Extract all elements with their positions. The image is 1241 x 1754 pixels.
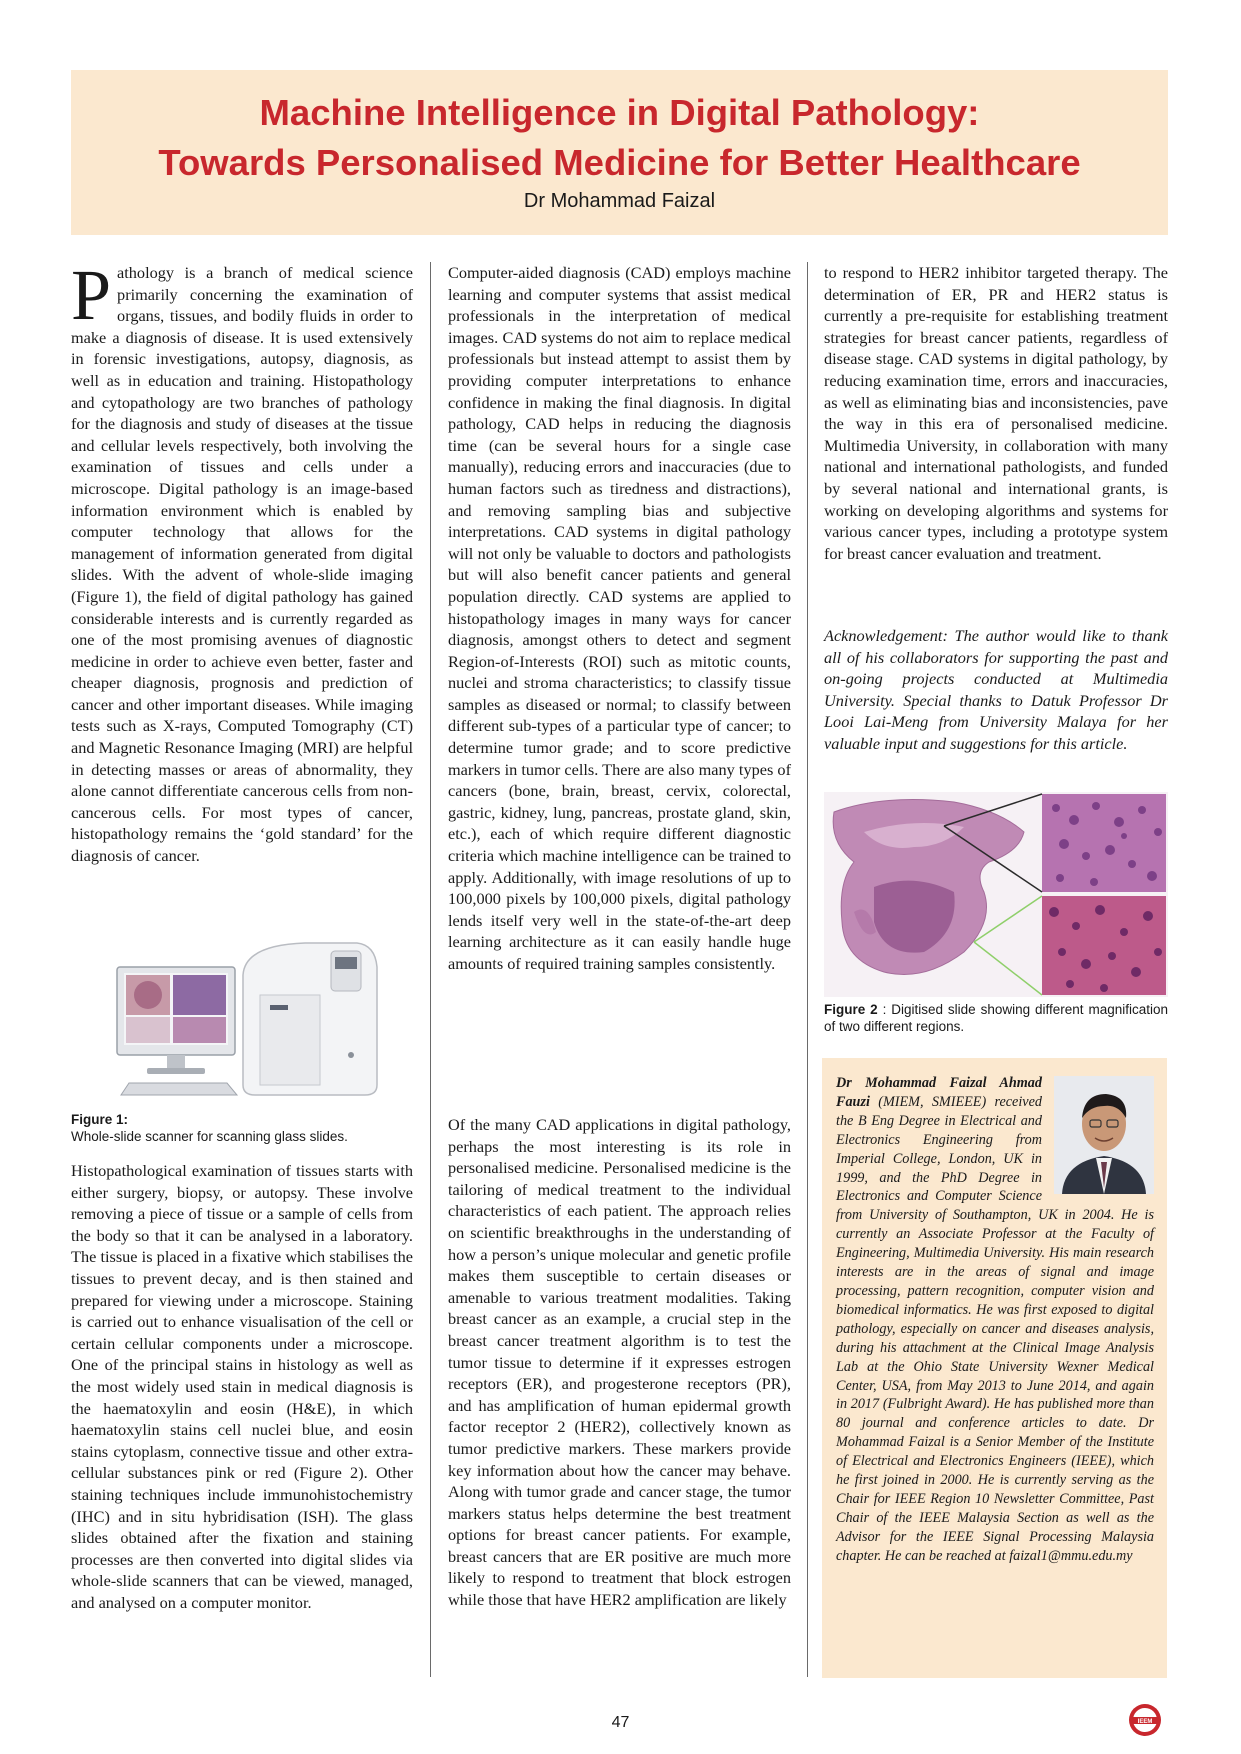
column-2-cad <box>448 262 791 975</box>
title-line-2: Towards Personalised Medicine for Better Healthcare <box>158 142 1081 183</box>
acknowledgement: Acknowledgement: The author would like to thank all of his collaborators for supporting the past and on-going projects conducted at Multimedia University. Special thanks to Datuk Professor Dr Looi Lai-Meng from University Malaya for her valuable input and suggestions for this article. <box>824 626 1168 753</box>
cad-paragraph: Computer-aided diagnosis (CAD) employs machine learning and computer systems that assist medical professionals in the interpretation of medical images. CAD systems do not aim to replace medical professionals but instead attempt to assist them by providing computer interpretations to enhance confidence in making the final diagnosis. In digital pathology, CAD helps in reducing the diagnosis time (can be several hours for a single case manually), reducing errors and inaccuracies (due to human factors such as tiredness and distractions), and removing sampling bias and subjective interpretations. CAD systems in digital pathology will not only be valuable to doctors and pathologists but will also benefit cancer patients and general population directly. CAD systems are applied to histopathology images in many ways for cancer diagnosis, amongst others to detect and segment Region-of-Interests (ROI) such as mitotic counts, nuclei and stroma characteristics; to classify tissue samples as diseased or normal; to classify between different sub-types of a particular type of cancer; to determine tumor grade; and to score predictive markers in tumor cells. There are also many types of cancers (bone, brain, breast, cervix, colorectal, gastric, kidney, lung, pancreas, prostate gland, skin, etc.), each of which require different diagnostic criteria which machine intelligence can be trained to apply. Additionally, with image resolutions of up to 100,000 pixels by 100,000 pixels, digital pathology lends itself very well in the state-of-the-art deep learning architecture as it can easily handle huge amounts of required training samples consistently. <box>448 263 791 973</box>
author-bio <box>836 1074 1154 1566</box>
intro-paragraph <box>71 255 413 867</box>
histopathology-paragraph: Histopathological examination of tissues starts with either surgery, biopsy, or autopsy. These involve removing a piece of tissue or a sample of cells from the body so that it can be analysed in a laboratory. The tissue is placed in a fixative which stabilises the tissues to prevent decay, and is then stained and prepared for viewing under a microscope. Staining is carried out to enhance visualisation of the cell or certain cellular components under a microscope. One of the principal stains in histology as well as the most widely used stain in medical diagnosis is the haematoxylin and eosin (H&E), in which haematoxylin stains cell nuclei blue, and eosin stains cytoplasm, connective tissue and other extra-cellular substances pink or red (Figure 2). Other staining techniques include immunohistochemistry (IHC) and in situ hybridisation (ISH). The glass slides obtained after the fixation and staining processes are then converted into digital slides via whole-slide scanners that can be viewed, managed, and analysed on a computer monitor. <box>71 1161 413 1612</box>
column-1-histopathology <box>71 1160 413 1613</box>
conclusion-paragraph: to respond to HER2 inhibitor targeted therapy. The determination of ER, PR and HER2 status is currently a pre-requisite for establishing treatment strategies for breast cancer patients, regardless of disease stage. CAD systems in digital pathology, by reducing examination time, errors and inaccuracies, as well as eliminating bias and inconsistencies, pave the way in this era of personalised medicine. Multimedia University, in collaboration with many national and international pathologists, and funded by several national and international grants, is working on developing algorithms and systems for various cancer types, including a prototype system for breast cancer evaluation and treatment. <box>824 263 1168 563</box>
figure-2-caption-text: : Digitised slide showing different magnification of two different regions. <box>824 1002 1168 1034</box>
article-header <box>71 70 1168 235</box>
figure-1-caption-text: Whole-slide scanner for scanning glass slides. <box>71 1129 348 1144</box>
figure-2-slide-image <box>824 792 1168 997</box>
figure-2-label: Figure 2 <box>824 1002 878 1017</box>
figure-1-label: Figure 1: <box>71 1112 129 1127</box>
logo-text: IEEM <box>1137 1719 1153 1725</box>
figure-2-caption <box>824 1001 1168 1035</box>
column-divider-1 <box>430 262 431 1677</box>
author-photo <box>1054 1076 1154 1194</box>
figure-1-caption <box>71 1111 413 1145</box>
intro-text: athology is a branch of medical science primarily concerning the examination of organs, tissues, and bodily fluids in order to make a diagnosis of disease. It is used extensively in forensic investigations, autopsy, diagnosis, as well as in education and training. Histopathology and cytopathology are two branches of pathology for the diagnosis and study of diseases at the tissue and cellular levels respectively, both involving the examination of tissues and cells under a microscope. Digital pathology is an image-based information environment which is enabled by computer technology that allows for the management of information generated from digital slides. With the advent of whole-slide imaging (Figure 1), the field of digital pathology has gained considerable interests and is currently regarded as one of the most promising avenues of diagnostic medicine in order to achieve even better, faster and cheaper diagnosis, prognosis and prediction of cancer and other important diseases. While imaging tests such as X-rays, Computed Tomography (CT) and Magnetic Resonance Imaging (MRI) are helpful in detecting masses or areas of abnormality, they alone cannot differentiate cancerous cells from non-cancerous cells. For most types of cancer, histopathology remains the ‘gold standard’ for the diagnosis of cancer. <box>71 263 413 866</box>
personalised-medicine-paragraph: Of the many CAD applications in digital pathology, perhaps the most interesting is its role in personalised medicine. Personalised medicine is the tailoring of medical treatment to the individual characteristics of each patient. The approach relies on scientific breakthroughs in the understanding of how a person’s unique molecular and genetic profile makes them susceptible to certain diseases or amenable to various treatment modalities. Taking breast cancer as an example, a crucial step in the breast cancer treatment algorithm is to test the tumor tissue to determine if it expresses estrogen receptors (ER), and progesterone receptors (PR), and has amplification of human epidermal growth factor receptor 2 (HER2), collectively known as tumor predictive markers. These markers provide key information about how the cancer may behave. Along with tumor grade and cancer stage, the tumor markers status helps determine the best treatment options for breast cancer patients. For example, breast cancers that are ER positive are much more likely to respond to treatment that block estrogen while those that have HER2 amplification are likely <box>448 1115 791 1610</box>
author-bio-name: Dr Mohammad Faizal Ahmad Fauzi <box>836 1075 1042 1110</box>
figure-1-scanner-image <box>95 935 395 1105</box>
ieem-logo-icon <box>1128 1703 1162 1737</box>
page-number: 47 <box>611 1714 630 1731</box>
article-title <box>71 70 1168 188</box>
title-line-1: Machine Intelligence in Digital Pathology: <box>259 92 980 133</box>
column-3-conclusion <box>824 262 1168 564</box>
column-1-intro <box>71 255 413 867</box>
author-name: Dr Mohammad Faizal <box>523 190 716 212</box>
drop-cap: P <box>71 255 112 335</box>
author-bio-box <box>822 1058 1167 1678</box>
column-2-personalised <box>448 1114 791 1611</box>
column-divider-2 <box>807 262 808 1677</box>
author-bio-text: (MIEM, SMIEEE) received the B Eng Degree in Electrical and Electronics Engineering from Imperial College, London, UK in 1999, and the PhD Degree in Electronics and Computer Science from University of Southampton, UK in 2004. He is currently an Associate Professor at the Faculty of Engineering, Multimedia University. His main research interests are in the areas of signal and image processing, pattern recognition, computer vision and biomedical informatics. He was first exposed to digital pathology, especially on cancer and diseases analysis, during his attachment at the Clinical Image Analysis Lab at the Ohio State University Wexner Medical Center, USA, from May 2013 to June 2014, and again in 2017 (Fulbright Award). He has published more than 80 journal and conference articles to date. Dr Mohammad Faizal is a Senior Member of the Institute of Electrical and Electronics Engineers (IEEE), which he first joined in 2000. He is currently serving as the Chair for IEEE Region 10 Newsletter Committee, Past Chair of the IEEE Malaysia Section as well as the Advisor for the IEEE Signal Processing Malaysia chapter. He can be reached at faizal1@mmu.edu.my <box>836 1093 1154 1564</box>
